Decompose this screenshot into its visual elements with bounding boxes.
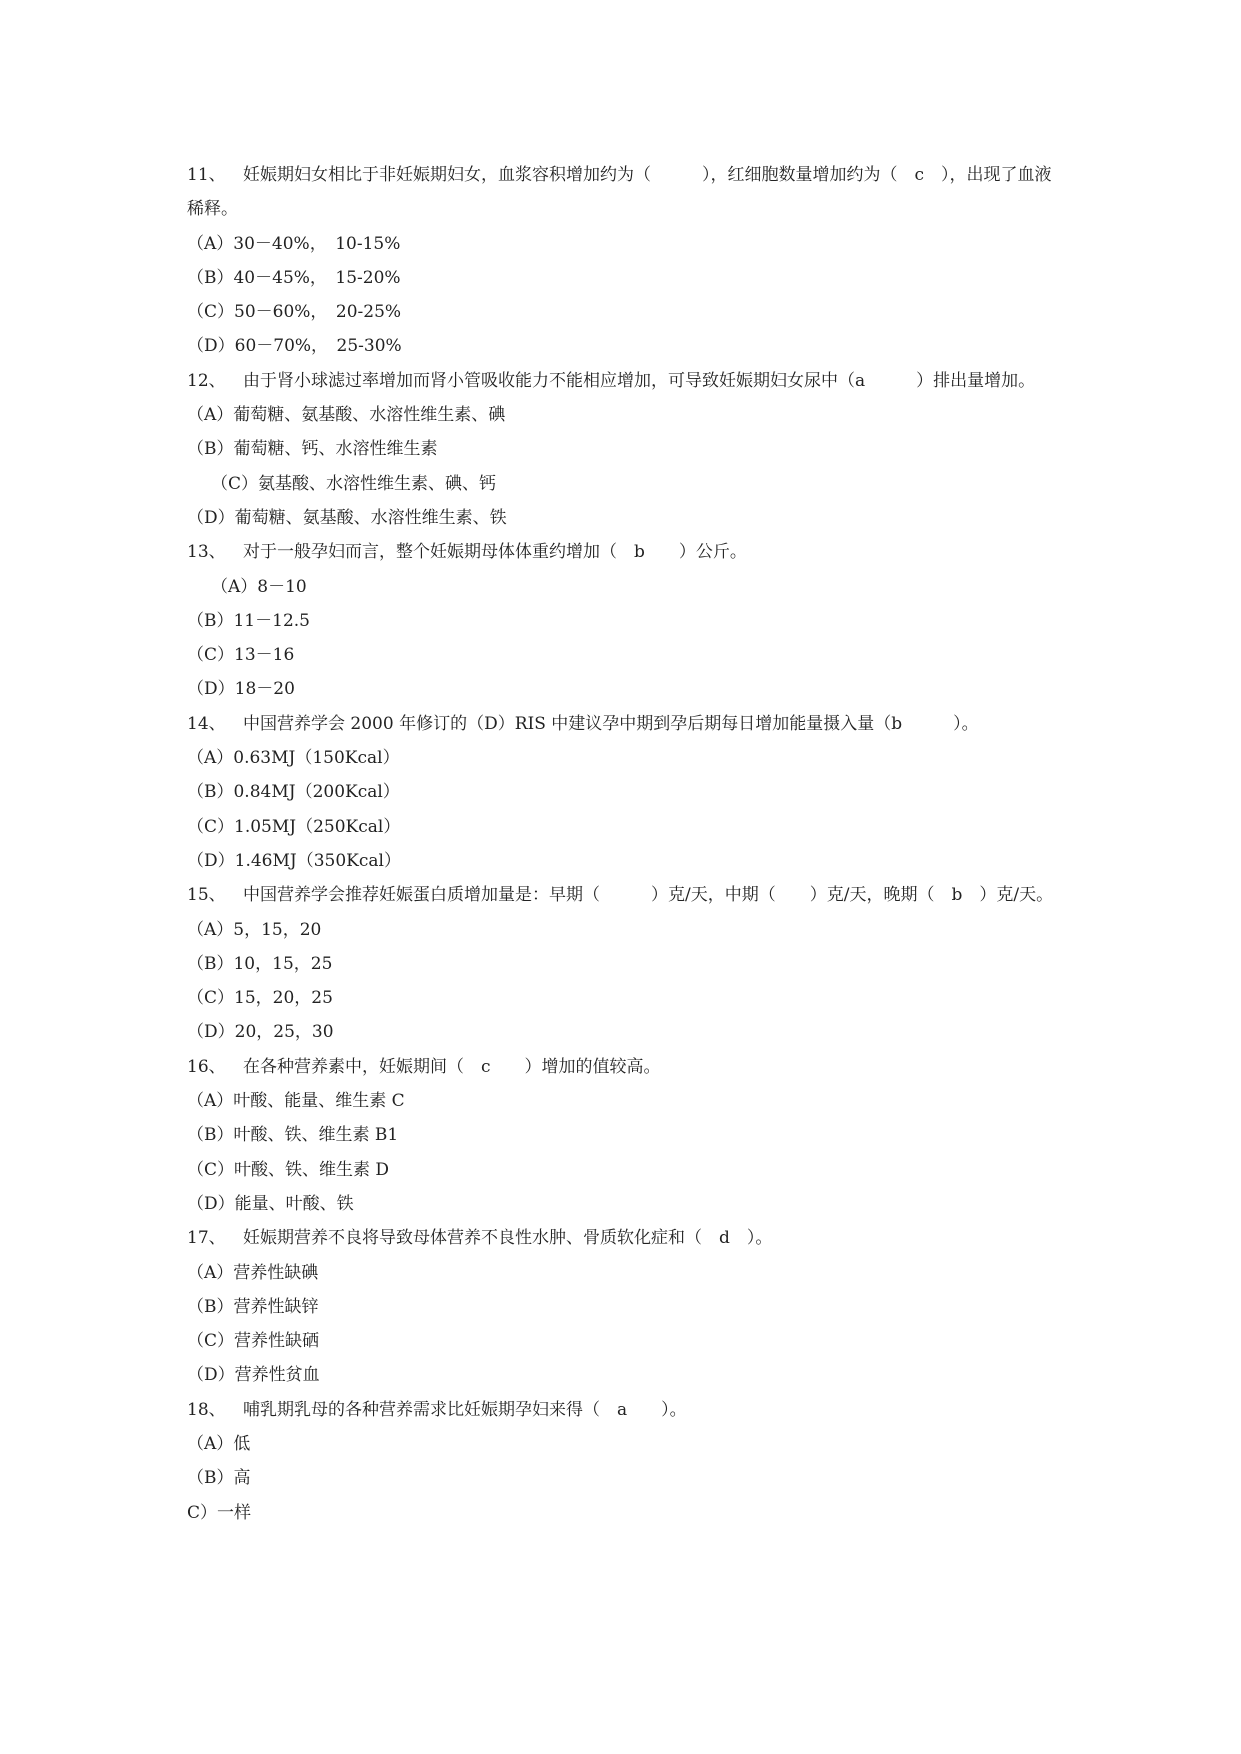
question-number: 16、 bbox=[187, 1056, 226, 1077]
option-11-b: （B）40－45%， 15-20% bbox=[187, 267, 401, 288]
option-14-a: （A）0.63MJ（150Kcal） bbox=[187, 748, 400, 769]
option-12-d: （D）葡萄糖、氨基酸、水溶性维生素、铁 bbox=[187, 507, 507, 528]
option-11-a: （A）30－40%， 10-15% bbox=[187, 233, 401, 254]
question-14 bbox=[187, 707, 1057, 741]
question-12 bbox=[187, 364, 1057, 398]
question-11 bbox=[187, 158, 1057, 227]
option-15-d: （D）20，25，30 bbox=[187, 1022, 334, 1043]
question-stem: 中国营养学会推荐妊娠蛋白质增加量是：早期（ ）克/天，中期（ ）克/天，晚期（ b ）克/天。 bbox=[243, 885, 1054, 906]
option-13-a: （A）8－10 bbox=[211, 576, 307, 597]
option-12-a: （A）葡萄糖、氨基酸、水溶性维生素、碘 bbox=[187, 405, 506, 426]
question-number: 18、 bbox=[187, 1399, 226, 1420]
question-number: 17、 bbox=[187, 1228, 226, 1249]
question-list bbox=[187, 158, 1057, 1530]
option-14-c: （C）1.05MJ（250Kcal） bbox=[187, 816, 401, 837]
option-13-d: （D）18－20 bbox=[187, 679, 295, 700]
option-16-d: （D）能量、叶酸、铁 bbox=[187, 1193, 354, 1214]
question-15 bbox=[187, 878, 1057, 912]
question-stem: 由于肾小球滤过率增加而肾小管吸收能力不能相应增加，可导致妊娠期妇女尿中（a ）排出量增加。 bbox=[243, 370, 1036, 391]
question-number: 13、 bbox=[187, 542, 226, 563]
option-12-c: （C）氨基酸、水溶性维生素、碘、钙 bbox=[211, 473, 497, 494]
option-14-b: （B）0.84MJ（200Kcal） bbox=[187, 782, 400, 803]
option-17-d: （D）营养性贫血 bbox=[187, 1365, 320, 1386]
option-18-c: C）一样 bbox=[187, 1502, 252, 1523]
option-11-c: （C）50－60%， 20-25% bbox=[187, 302, 402, 323]
option-15-a: （A）5，15，20 bbox=[187, 919, 322, 940]
question-number: 14、 bbox=[187, 713, 226, 734]
question-stem: 妊娠期营养不良将导致母体营养不良性水肿、骨质软化症和（ d ）。 bbox=[243, 1228, 773, 1249]
question-stem: 哺乳期乳母的各种营养需求比妊娠期孕妇来得（ a ）。 bbox=[243, 1399, 687, 1420]
question-stem: 妊娠期妇女相比于非妊娠期妇女，血浆容积增加约为（ ），红细胞数量增加约为（ c ），出现了血液稀释。 bbox=[187, 165, 1052, 220]
question-number: 11、 bbox=[187, 165, 226, 185]
question-13 bbox=[187, 535, 1057, 569]
option-17-b: （B）营养性缺锌 bbox=[187, 1296, 319, 1317]
question-stem: 中国营养学会 2000 年修订的（D）RIS 中建议孕中期到孕后期每日增加能量摄入量（b ）。 bbox=[243, 713, 979, 734]
question-number: 15、 bbox=[187, 885, 226, 906]
option-17-c: （C）营养性缺硒 bbox=[187, 1331, 320, 1352]
question-16 bbox=[187, 1050, 1057, 1084]
option-17-a: （A）营养性缺碘 bbox=[187, 1262, 319, 1283]
question-number: 12、 bbox=[187, 370, 226, 391]
option-13-c: （C）13－16 bbox=[187, 645, 295, 666]
option-16-c: （C）叶酸、铁、维生素 D bbox=[187, 1159, 390, 1180]
option-16-b: （B）叶酸、铁、维生素 B1 bbox=[187, 1125, 399, 1146]
option-12-b: （B）葡萄糖、钙、水溶性维生素 bbox=[187, 439, 438, 460]
question-stem: 对于一般孕妇而言，整个妊娠期母体体重约增加（ b ）公斤。 bbox=[243, 542, 747, 563]
option-11-d: （D）60－70%， 25-30% bbox=[187, 336, 402, 357]
option-16-a: （A）叶酸、能量、维生素 C bbox=[187, 1091, 405, 1112]
option-18-b: （B）高 bbox=[187, 1468, 251, 1489]
option-15-b: （B）10，15，25 bbox=[187, 953, 333, 974]
question-18 bbox=[187, 1393, 1057, 1427]
option-18-a: （A）低 bbox=[187, 1433, 251, 1454]
option-14-d: （D）1.46MJ（350Kcal） bbox=[187, 850, 401, 871]
question-stem: 在各种营养素中，妊娠期间（ c ）增加的值较高。 bbox=[243, 1056, 661, 1077]
option-15-c: （C）15，20，25 bbox=[187, 988, 333, 1009]
option-13-b: （B）11－12.5 bbox=[187, 610, 310, 631]
question-17 bbox=[187, 1221, 1057, 1255]
